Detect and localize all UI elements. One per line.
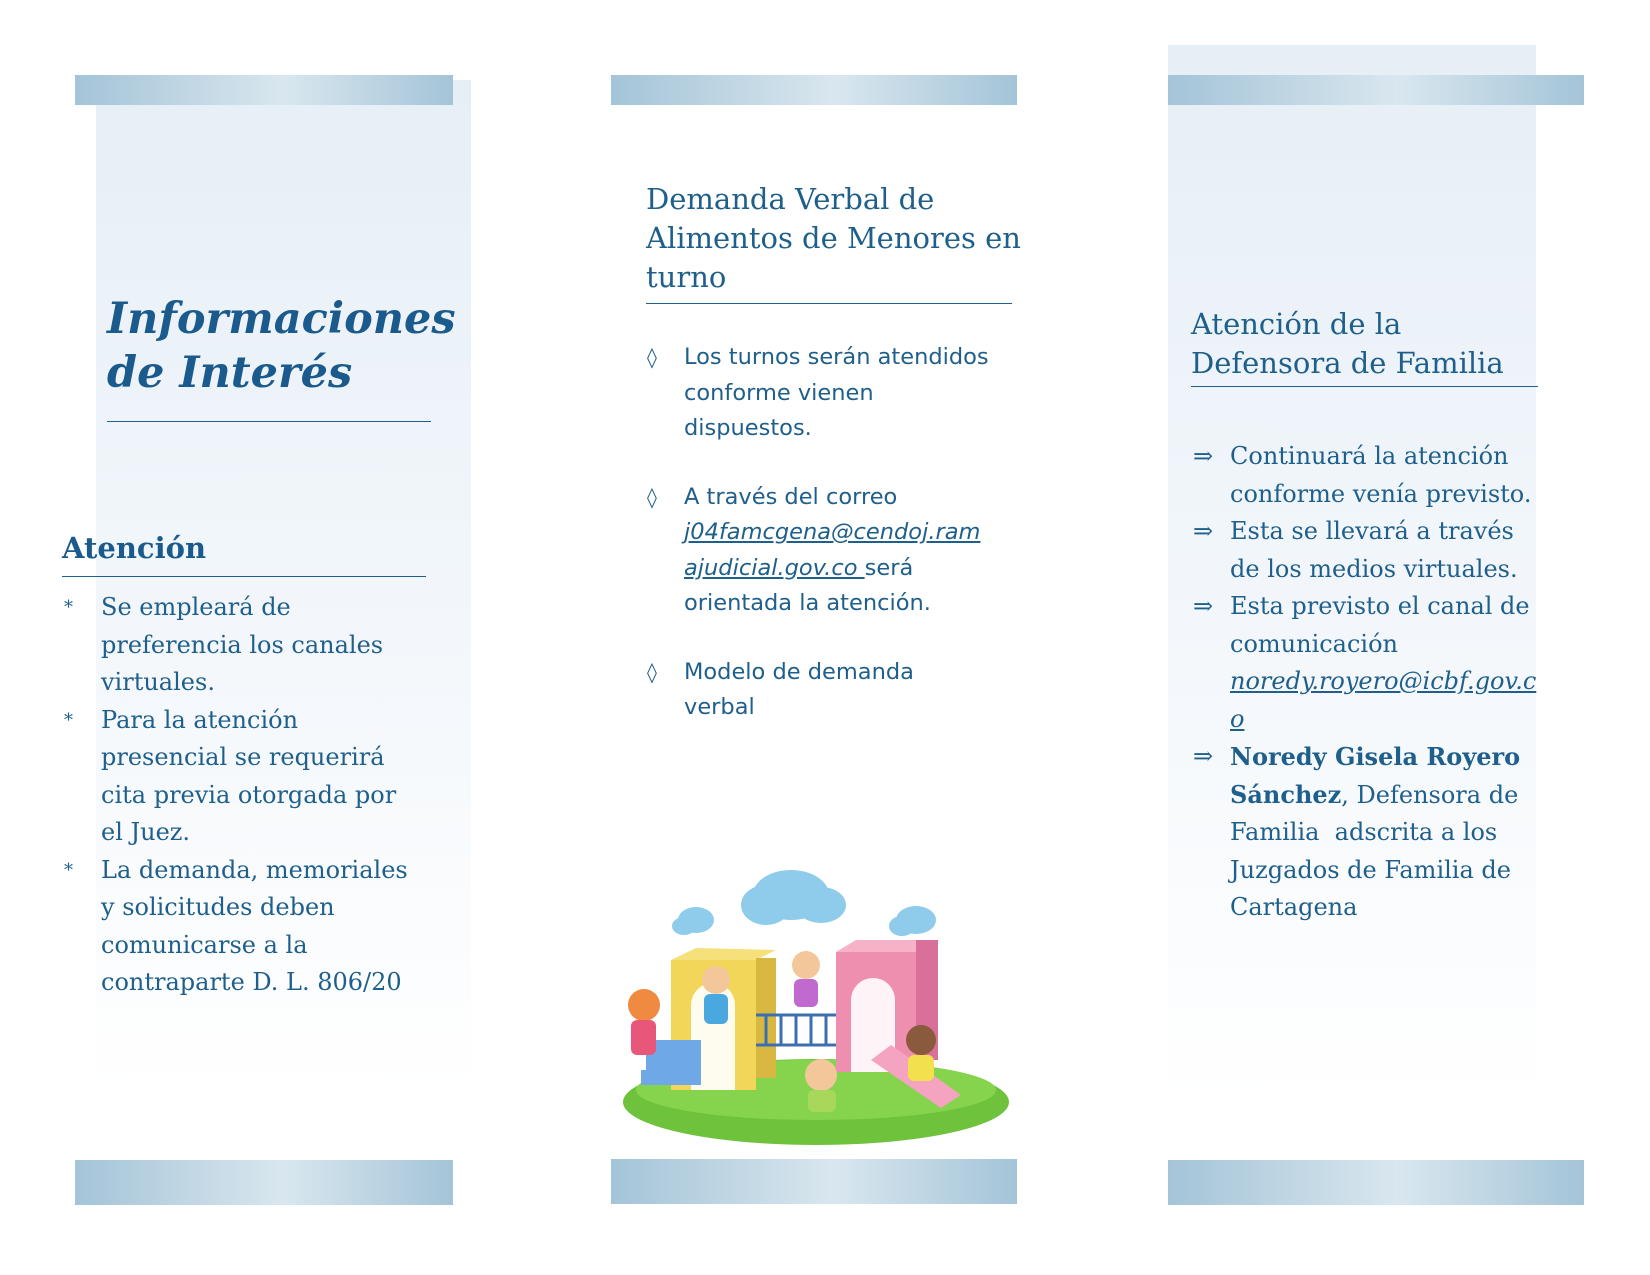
list-item xyxy=(64,702,431,852)
list-item xyxy=(64,589,431,702)
list-item xyxy=(647,340,1024,447)
right-top-bar xyxy=(1168,75,1584,105)
right-bullet-list xyxy=(1193,438,1550,927)
item-line: Juzgados de Familia de xyxy=(1230,855,1511,884)
left-title xyxy=(107,292,456,400)
atencion-heading: Atención xyxy=(62,531,207,565)
arrow-bullet-icon: ⇒ xyxy=(1193,742,1214,770)
left-bullet-list xyxy=(64,589,431,1002)
diamond-bullet-icon: ◊ xyxy=(647,345,657,369)
left-title-line2: de Interés xyxy=(107,348,353,398)
right-heading-rule xyxy=(1191,386,1538,387)
middle-bottom-bar xyxy=(611,1159,1017,1204)
middle-bullet-list xyxy=(647,340,1024,726)
arrow-bullet-icon: ⇒ xyxy=(1193,442,1214,470)
right-bottom-bar xyxy=(1168,1160,1584,1205)
left-bottom-bar xyxy=(75,1160,453,1205)
diamond-bullet-icon: ◊ xyxy=(647,659,657,684)
item-line: cita previa otorgada por xyxy=(101,780,397,809)
item-line: La demanda, memoriales xyxy=(101,855,408,884)
item-line: Continuará la atención xyxy=(1230,442,1509,470)
item-line: conforme venía previsto. xyxy=(1230,479,1532,508)
asterisk-bullet-icon: * xyxy=(64,859,73,881)
cloud-icon xyxy=(672,870,936,936)
item-line: Familia adscrita a los xyxy=(1230,818,1498,846)
left-top-bar xyxy=(75,75,453,105)
item-line: contraparte D. L. 806/20 xyxy=(101,968,402,996)
item-line: presencial se requerirá xyxy=(101,743,385,771)
email-link-part1[interactable]: noredy.royero@icbf.gov.c xyxy=(1230,667,1537,695)
right-heading xyxy=(1191,305,1504,383)
email-link-part2[interactable]: o xyxy=(1230,704,1245,733)
item-line: comunicación xyxy=(1230,629,1399,658)
item-line: dispuestos. xyxy=(684,415,812,441)
item-line: orientada la atención. xyxy=(684,590,931,616)
item-line: el Juez. xyxy=(101,818,191,846)
item-line: Esta se llevará a través xyxy=(1230,517,1514,545)
middle-heading-rule xyxy=(646,303,1012,304)
list-item xyxy=(1193,513,1550,588)
heading-line: Defensora de Familia xyxy=(1191,346,1504,380)
middle-heading xyxy=(646,180,1021,297)
middle-top-bar xyxy=(611,75,1017,105)
email-link-part2[interactable]: ajudicial.gov.co xyxy=(684,554,865,581)
email-link-part1[interactable]: j04famcgena@cendoj.ram xyxy=(684,519,981,545)
item-line: A través del correo xyxy=(684,483,898,510)
heading-line: Demanda Verbal de xyxy=(646,182,935,216)
defensora-name-line1: Noredy Gisela Royero xyxy=(1230,742,1521,771)
item-line: conforme vienen xyxy=(684,379,874,406)
heading-line: Atención de la xyxy=(1191,307,1402,341)
left-title-line1: Informaciones xyxy=(107,294,456,344)
item-line: y solicitudes deben xyxy=(101,893,335,921)
heading-line: Alimentos de Menores en xyxy=(646,221,1021,255)
item-line: , Defensora de xyxy=(1341,780,1519,809)
playground-illustration xyxy=(616,840,1016,1145)
item-line: Para la atención xyxy=(101,705,299,734)
left-title-rule xyxy=(107,421,431,422)
defensora-name-line2: Sánchez xyxy=(1230,779,1342,809)
diamond-bullet-icon: ◊ xyxy=(647,484,657,509)
item-line: preferencia los canales xyxy=(101,630,384,659)
item-line: Esta previsto el canal de xyxy=(1230,592,1530,620)
arrow-bullet-icon: ⇒ xyxy=(1193,517,1214,545)
arrow-bullet-icon: ⇒ xyxy=(1193,592,1214,620)
item-line: verbal xyxy=(684,694,755,720)
list-item xyxy=(1193,588,1550,738)
list-item xyxy=(64,852,431,1002)
list-item xyxy=(1193,438,1550,513)
item-line: de los medios virtuales. xyxy=(1230,554,1518,583)
heading-line: turno xyxy=(646,260,727,294)
item-line: Los turnos serán atendidos xyxy=(684,344,989,370)
item-line: virtuales. xyxy=(101,668,215,696)
item-line: Modelo de demanda xyxy=(684,658,914,685)
asterisk-bullet-icon: * xyxy=(64,597,73,618)
list-item xyxy=(647,655,1024,726)
item-line: comunicarse a la xyxy=(101,930,308,959)
list-item xyxy=(1193,738,1550,927)
list-item xyxy=(647,480,1024,622)
item-line: será xyxy=(864,554,914,581)
atencion-rule xyxy=(62,576,426,577)
item-line: Cartagena xyxy=(1230,893,1358,921)
asterisk-bullet-icon: * xyxy=(64,709,73,731)
item-line: Se empleará de xyxy=(101,593,291,621)
